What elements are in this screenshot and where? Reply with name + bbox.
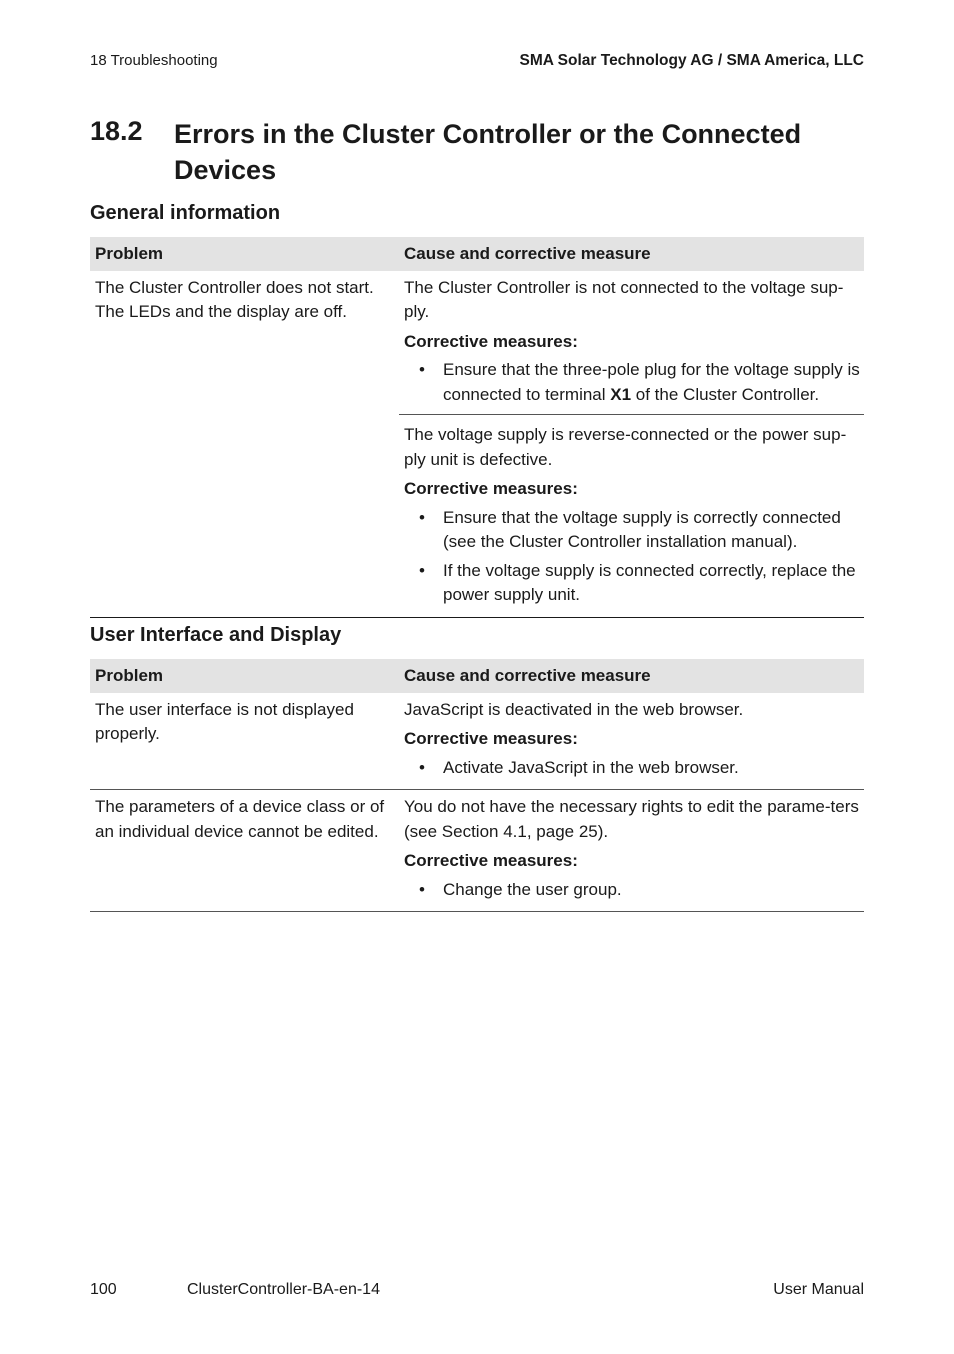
list-item: • Ensure that the voltage supply is correctly connected (see the Cluster Controller installation manual). [443,506,860,555]
measures-list [404,358,860,407]
table-row [90,790,864,912]
ui-display-heading: User Interface and Display [90,624,342,646]
cause-cell [399,271,864,415]
measures-list [404,756,860,781]
general-info-table [90,237,864,618]
column-header-cause: Cause and corrective measure [399,659,864,693]
list-item: • Change the user group. [443,878,860,903]
cause-text: The voltage supply is reverse-connected or the power sup-ply unit is defective. [404,425,847,469]
list-item: • Ensure that the three-pole plug for the voltage supply is connected to terminal X1 of the Cluster Controller. [443,358,860,407]
document-code: ClusterController-BA-en-14 [187,1281,380,1298]
corrective-measures-label: Corrective measures: [404,331,578,351]
section-number: 18.2 [90,116,143,146]
problem-cell: The parameters of a device class or of an individual device cannot be edited. [90,790,399,912]
problem-cell: The user interface is not displayed properly. [90,693,399,790]
table-header-row [90,237,864,271]
cause-cell [399,790,864,912]
cause-cell [399,415,864,618]
column-header-problem: Problem [90,659,399,693]
column-header-problem: Problem [90,237,399,271]
corrective-measures-label: Corrective measures: [404,851,578,870]
list-item: • Activate JavaScript in the web browser. [443,756,860,781]
list-item: • If the voltage supply is connected correctly, replace the power supply unit. [443,559,860,608]
corrective-measures-label: Corrective measures: [404,729,578,748]
measures-list [404,878,860,903]
table-row [90,693,864,790]
table-row [90,271,864,415]
section-title: Errors in the Cluster Controller or the Connected Devices [174,119,802,185]
cause-cell [399,693,864,790]
header-chapter: 18 Troubleshooting [90,52,218,69]
cause-text: The Cluster Controller is not connected to the voltage sup-ply. [404,277,844,321]
corrective-measures-label: Corrective measures: [404,479,578,498]
terminal-label: X1 [610,384,632,404]
ui-display-table [90,659,864,912]
cause-text: JavaScript is deactivated in the web browser. [404,699,744,719]
measures-list [404,506,860,608]
cause-text: You do not have the necessary rights to edit the parame-ters (see Section 4.1, page 25). [404,797,859,841]
document-type: User Manual [773,1281,864,1298]
general-info-heading: General information [90,202,281,224]
problem-cell: The Cluster Controller does not start. The LEDs and the display are off. [90,271,399,618]
header-company: SMA Solar Technology AG / SMA America, LLC [519,52,864,69]
page-number: 100 [90,1281,117,1298]
column-header-cause: Cause and corrective measure [399,237,864,271]
table-header-row [90,659,864,693]
